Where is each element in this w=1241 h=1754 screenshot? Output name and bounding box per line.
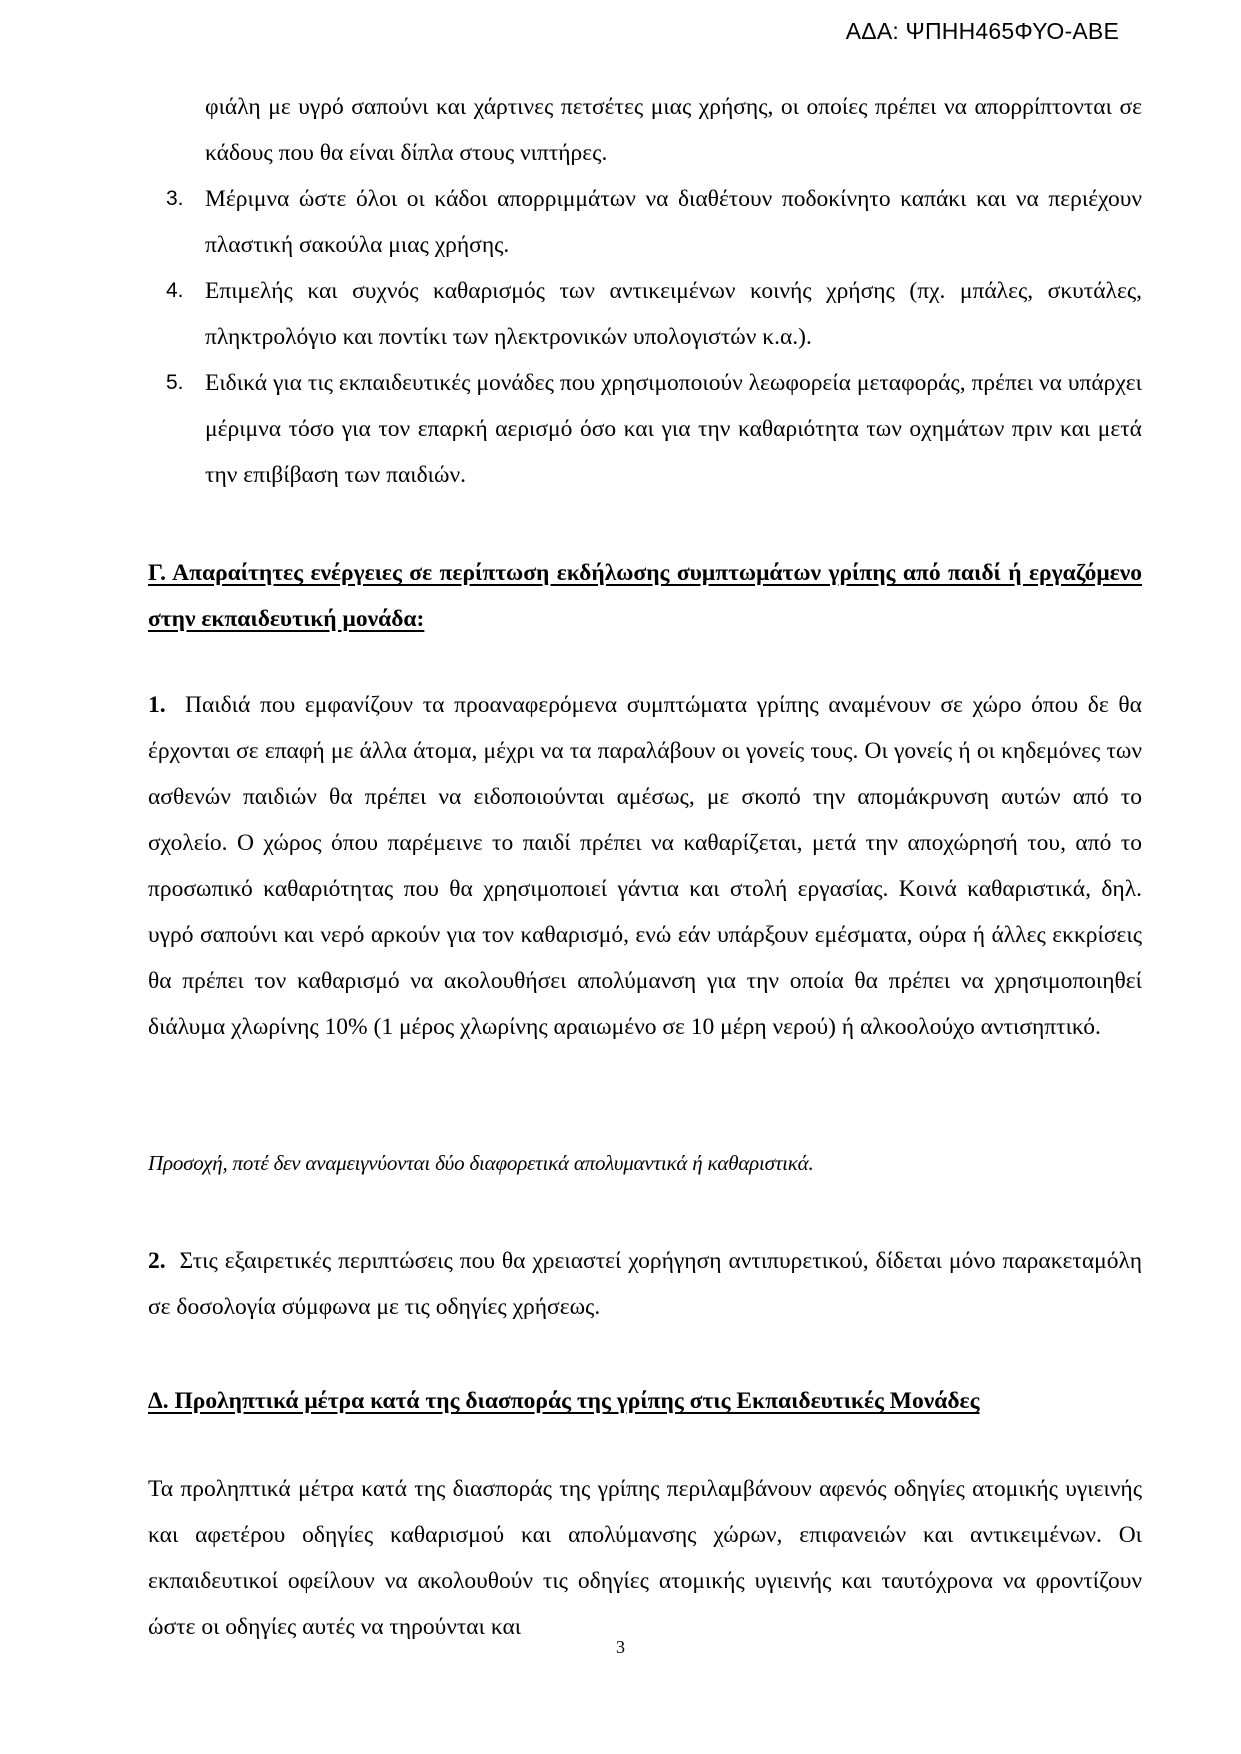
section-heading-g: Γ. Απαραίτητες ενέργειες σε περίπτωση εκδήλωσης συμπτωμάτων γρίπης από παιδί ή εργαζόμενο στην εκπαιδευτική μονάδα: xyxy=(148,560,1142,632)
paragraph-2 xyxy=(148,1238,1142,1330)
list-item-number: 4. xyxy=(166,279,184,302)
list-item-continuation: φιάλη με υγρό σαπούνι και χάρτινες πετσέτες μιας χρήσης, οι οποίες πρέπει να απορρίπτονται σε κάδους που θα είναι δίπλα στους νιπτήρες. xyxy=(205,94,1142,166)
list-item-text: Ειδικά για τις εκπαιδευτικές μονάδες που χρησιμοποιούν λεωφορεία μεταφοράς, πρέπει να υπάρχει μέριμνα τόσο για τον επαρκή αερισμό όσο και για την καθαριότητα των οχημάτων πριν και μετά την επιβίβαση των παιδιών. xyxy=(205,370,1142,488)
paragraph-text: Στις εξαιρετικές περιπτώσεις που θα χρειαστεί χορήγηση αντιπυρετικού, δίδεται μόνο παρακεταμόλη σε δοσολογία σύμφωνα με τις οδηγίες χρήσεως. xyxy=(148,1248,1142,1320)
list-item-number: 5. xyxy=(166,371,184,394)
paragraph-1 xyxy=(148,682,1142,1050)
numbered-list xyxy=(148,176,1142,498)
page-number: 3 xyxy=(616,1637,625,1657)
paragraph-number: 1. xyxy=(148,692,166,718)
list-item xyxy=(148,176,1142,268)
section-heading-d: Δ. Προληπτικά μέτρα κατά της διασποράς της γρίπης στις Εκπαιδευτικές Μονάδες xyxy=(148,1388,980,1414)
list-item-text: Επιμελής και συχνός καθαρισμός των αντικειμένων κοινής χρήσης (πχ. μπάλες, σκυτάλες, πληκτρολόγιο και ποντίκι των ηλεκτρονικών υπολογιστών κ.α.). xyxy=(205,278,1142,350)
list-item xyxy=(148,360,1142,498)
list-item-text: Μέριμνα ώστε όλοι οι κάδοι απορριμμάτων να διαθέτουν ποδοκίνητο καπάκι και να περιέχουν πλαστική σακούλα μιας χρήσης. xyxy=(205,186,1142,258)
paragraph-text: Παιδιά που εμφανίζουν τα προαναφερόμενα συμπτώματα γρίπης αναμένουν σε χώρο όπου δε θα έρχονται σε επαφή με άλλα άτομα, μέχρι να τα παραλάβουν οι γονείς τους. Οι γονείς ή οι κηδεμόνες των ασθενών παιδιών θα πρέπει να ειδοποιούνται αμέσως, με σκοπό την απομάκρυνση αυτών από το σχολείο. Ο χώρος όπου παρέμεινε το παιδί πρέπει να καθαρίζεται, μετά την αποχώρησή του, από το προσωπικό καθαριότητας που θα χρησιμοποιεί γάντια και στολή εργασίας. Κοινά καθαριστικά, δηλ. υγρό σαπούνι και νερό αρκούν για τον καθαρισμό, ενώ εάν υπάρξουν εμέσματα, ούρα ή άλλες εκκρίσεις θα πρέπει τον καθαρισμό να ακολουθήσει απολύμανση για την οποία θα πρέπει να χρησιμοποιηθεί διάλυμα χλωρίνης 10% (1 μέρος χλωρίνης αραιωμένο σε 10 μέρη νερού) ή αλκοολούχο αντισηπτικό. xyxy=(148,692,1142,1040)
caution-note: Προσοχή, ποτέ δεν αναμειγνύονται δύο διαφορετικά απολυμαντικά ή καθαριστικά. xyxy=(148,1151,814,1175)
list-item-number: 3. xyxy=(166,187,184,210)
paragraph-number: 2. xyxy=(148,1248,166,1274)
ada-code: ΑΔΑ: ΨΠΗΗ465ΦΥΟ-ΑΒΕ xyxy=(845,18,1119,44)
paragraph-3: Τα προληπτικά μέτρα κατά της διασποράς της γρίπης περιλαμβάνουν αφενός οδηγίες ατομικής υγιεινής και αφετέρου οδηγίες καθαρισμού και απολύμανσης χώρων, επιφανειών και αντικειμένων. Οι εκπαιδευτικοί οφείλουν να ακολουθούν τις οδηγίες ατομικής υγιεινής και ταυτόχρονα να φροντίζουν ώστε οι οδηγίες αυτές να τηρούνται και xyxy=(148,1476,1142,1640)
list-item xyxy=(148,268,1142,360)
